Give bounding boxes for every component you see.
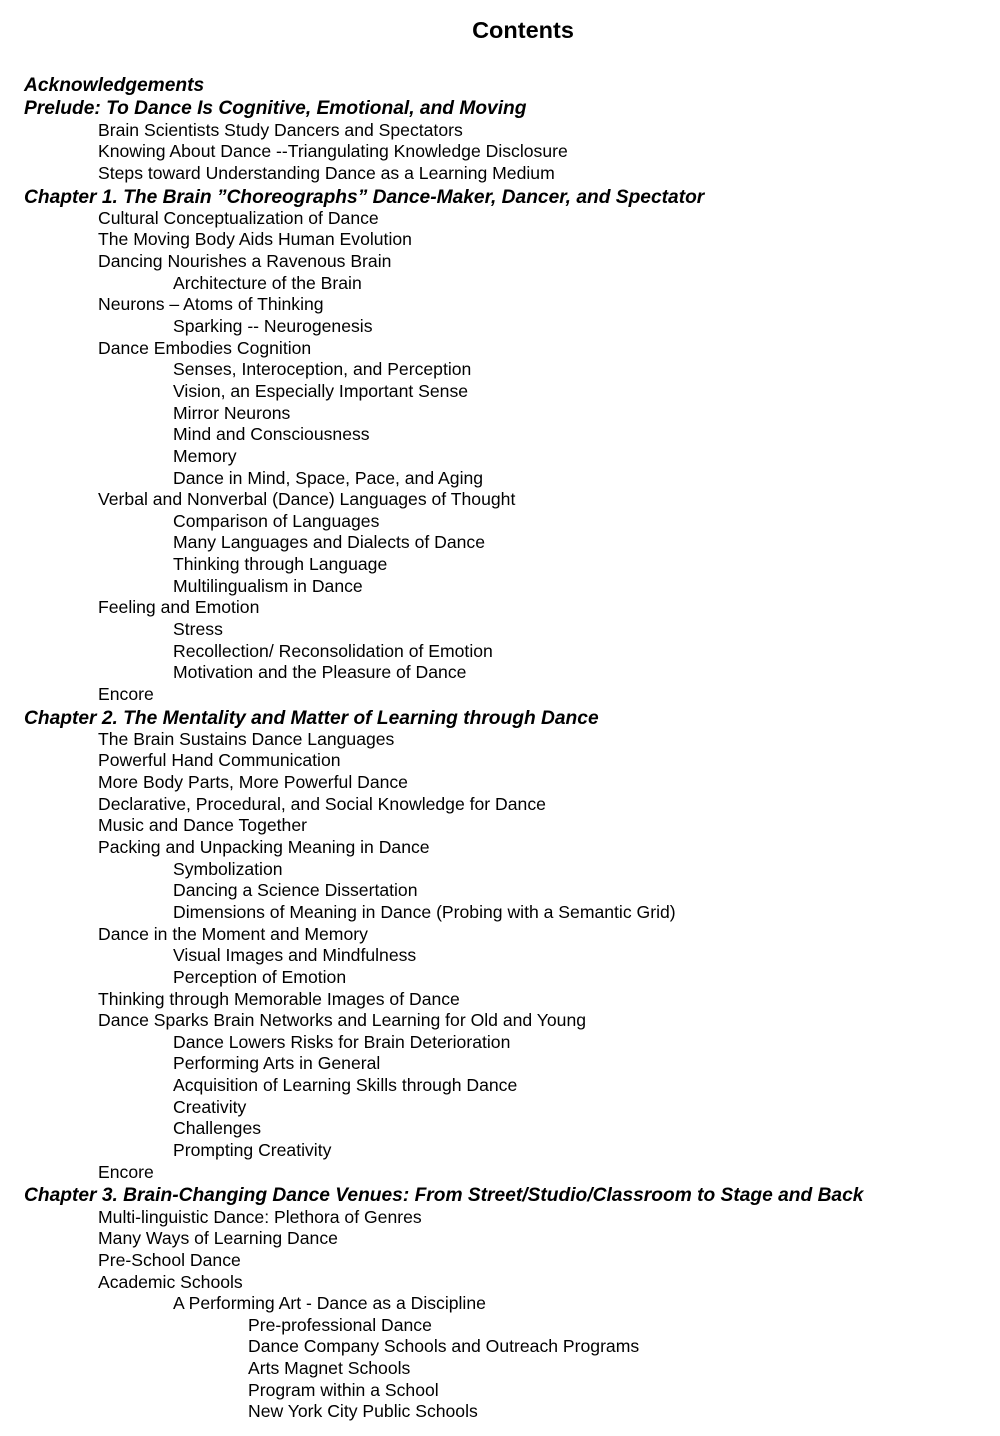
toc-entry-level-1: Brain Scientists Study Dancers and Spectators [98,119,463,140]
toc-entry-level-2: Challenges [173,1118,262,1139]
toc-entry-level-2: Dance in Mind, Space, Pace, and Aging [173,467,484,488]
toc-entry-level-1: Cultural Conceptualization of Dance [98,207,379,228]
toc-entry-level-3: Program within a School [248,1379,439,1400]
toc-chapter-heading: Chapter 3. Brain-Changing Dance Venues: From Street/Studio/Classroom to Stage and Back [24,1185,864,1207]
toc-entry-level-1: Powerful Hand Communication [98,750,341,771]
toc-entry-level-1: Many Ways of Learning Dance [98,1228,338,1249]
toc-entry-level-1: Dancing Nourishes a Ravenous Brain [98,251,392,272]
toc-entry-level-1: Pre-School Dance [98,1249,241,1270]
toc-entry-level-1: Dance in the Moment and Memory [98,923,368,944]
toc-entry-level-1: Encore [98,1161,154,1182]
toc-entry-level-2: Stress [173,618,223,639]
toc-entry-level-3: Dance Company Schools and Outreach Programs [248,1336,640,1357]
toc-entry-level-2: Dance Lowers Risks for Brain Deterioration [173,1031,511,1052]
toc-entry-level-2: Motivation and the Pleasure of Dance [173,662,467,683]
toc-entry-level-1: Feeling and Emotion [98,597,260,618]
toc-entry-level-3: New York City Public Schools [248,1401,478,1422]
toc-chapter-heading: Acknowledgements [24,75,205,96]
toc-entry-level-2: Vision, an Especially Important Sense [173,380,469,401]
toc-chapter-heading: Prelude: To Dance Is Cognitive, Emotional, and Moving [24,98,527,120]
toc-entry-level-1: Academic Schools [98,1271,243,1292]
toc-entry-level-2: Acquisition of Learning Skills through Dance [173,1075,518,1096]
toc-entry-level-2: Many Languages and Dialects of Dance [173,532,485,553]
toc-entry-level-2: Prompting Creativity [173,1140,332,1161]
toc-entry-level-1: Declarative, Procedural, and Social Knowledge for Dance [98,793,546,814]
toc-entry-level-2: Thinking through Language [173,554,388,575]
toc-entry-level-2: Creativity [173,1096,247,1117]
toc-entry-level-1: Neurons – Atoms of Thinking [98,294,324,315]
toc-entry-level-2: Perception of Emotion [173,966,347,987]
toc-entry-level-2: Symbolization [173,858,283,879]
toc-entry-level-2: Visual Images and Mindfulness [173,945,417,966]
toc-entry-level-1: Verbal and Nonverbal (Dance) Languages of Thought [98,489,516,510]
toc-entry-level-1: Dance Sparks Brain Networks and Learning for Old and Young [98,1010,587,1031]
toc-entry-level-1: Thinking through Memorable Images of Dance [98,988,460,1009]
toc-entry-level-1: Packing and Unpacking Meaning in Dance [98,837,430,858]
toc-entry-level-1: Knowing About Dance --Triangulating Knowledge Disclosure [98,141,568,162]
toc-entry-level-3: Pre-professional Dance [248,1314,432,1335]
toc-entry-level-2: Memory [173,445,237,466]
toc-chapter-heading: Chapter 2. The Mentality and Matter of Learning through Dance [24,707,599,729]
toc-entry-level-2: Senses, Interoception, and Perception [173,359,472,380]
toc-entry-level-1: Encore [98,683,154,704]
toc-entry-level-2: Recollection/ Reconsolidation of Emotion [173,640,493,661]
toc-entry-level-1: More Body Parts, More Powerful Dance [98,772,408,793]
toc-entry-level-2: Performing Arts in General [173,1053,381,1074]
toc-entry-level-2: Dancing a Science Dissertation [173,880,418,901]
toc-entry-level-2: Multilingualism in Dance [173,575,363,596]
toc-entry-level-1: Steps toward Understanding Dance as a Learning Medium [98,162,555,183]
toc-entry-level-2: Dimensions of Meaning in Dance (Probing with a Semantic Grid) [173,901,676,922]
toc-chapter-heading: Chapter 1. The Brain ”Choreographs” Dance-Maker, Dancer, and Spectator [24,186,705,208]
toc-entry-level-2: A Performing Art - Dance as a Discipline [173,1293,486,1314]
toc-entry-level-3: Arts Magnet Schools [248,1358,411,1379]
toc-entry-level-2: Comparison of Languages [173,510,380,531]
toc-entry-level-1: Music and Dance Together [98,815,307,836]
toc-entry-level-1: The Moving Body Aids Human Evolution [98,229,412,250]
page-title: Contents [472,17,574,43]
toc-entry-level-2: Architecture of the Brain [173,272,362,293]
table-of-contents [0,73,1000,1423]
toc-entry-level-2: Mind and Consciousness [173,424,370,445]
toc-entry-level-2: Sparking -- Neurogenesis [173,316,373,337]
toc-entry-level-1: The Brain Sustains Dance Languages [98,728,395,749]
toc-entry-level-1: Dance Embodies Cognition [98,337,312,358]
toc-entry-level-1: Multi-linguistic Dance: Plethora of Genres [98,1206,422,1227]
toc-entry-level-2: Mirror Neurons [173,402,291,423]
